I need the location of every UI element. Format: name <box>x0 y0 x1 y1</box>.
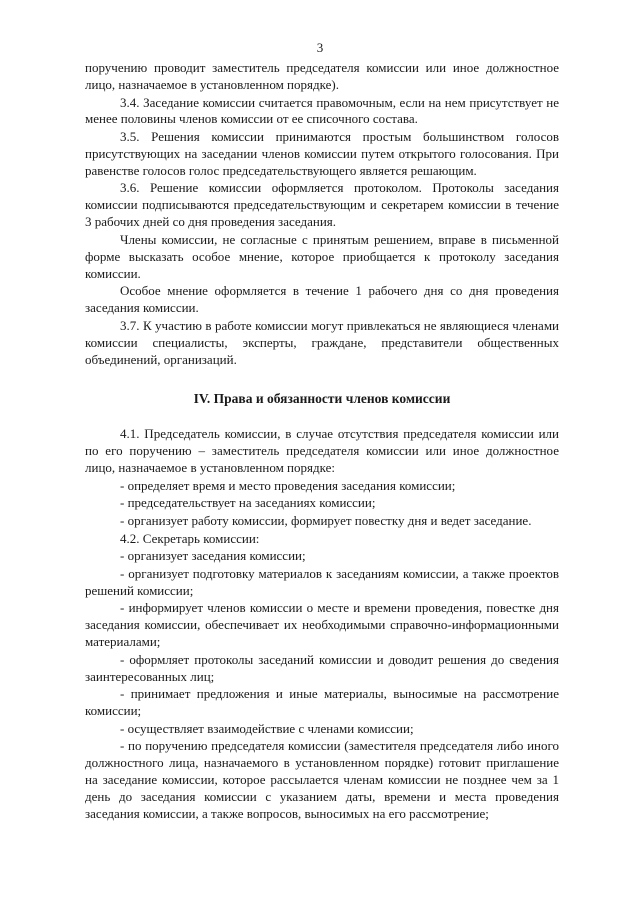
paragraph: 4.1. Председатель комиссии, в случае отсутствия председателя комиссии или по его поручению – заместитель председателя комиссии или иное должностное лицо, назначаемое в установленном порядке: <box>85 426 559 476</box>
paragraph: Особое мнение оформляется в течение 1 рабочего дня со дня проведения заседания комиссии. <box>85 283 559 316</box>
document-body <box>85 60 559 823</box>
paragraph: поручению проводит заместитель председателя комиссии или иное должностное лицо, назначаемое в установленном порядке). <box>85 60 559 92</box>
paragraph: - информирует членов комиссии о месте и времени проведения, повестке дня заседания комиссии, обеспечивает их необходимыми справочно-информационными материалами; <box>85 600 559 650</box>
paragraph: 3.4. Заседание комиссии считается правомочным, если на нем присутствует не менее половины членов комиссии от ее списочного состава. <box>85 94 559 127</box>
paragraph: - по поручению председателя комиссии (заместителя председателя либо иного должностного лица, назначаемого в установленном порядке) готовит приглашение на заседание комиссии, которое рассылается членам комиссии не позднее чем за 1 день до заседания комиссии с указанием даты, времени и места проведения заседания комиссии, а также вопросов, выносимых на его рассмотрение; <box>85 738 559 821</box>
paragraph: - определяет время и место проведения заседания комиссии; <box>120 477 456 493</box>
page-number: 3 <box>316 40 324 55</box>
paragraph: 3.5. Решения комиссии принимаются простым большинством голосов присутствующих на заседании членов комиссии путем открытого голосования. При равенстве голосов голос председательствующего является решающим. <box>85 129 559 178</box>
section-heading: IV. Права и обязанности членов комиссии <box>193 391 451 407</box>
paragraph: - осуществляет взаимодействие с членами комиссии; <box>120 720 414 736</box>
paragraph: Члены комиссии, не согласные с принятым решением, вправе в письменной форме высказать особое мнение, которое приобщается к протоколу заседания комиссии. <box>85 231 559 281</box>
paragraph: - организует заседания комиссии; <box>120 548 306 564</box>
paragraph: - принимает предложения и иные материалы, выносимые на рассмотрение комиссии; <box>85 686 559 719</box>
paragraph: - оформляет протоколы заседаний комиссии и доводит решения до сведения заинтересованных лиц; <box>85 651 559 684</box>
paragraph: 3.6. Решение комиссии оформляется протоколом. Протоколы заседания комиссии подписываются председательствующим и секретарем комиссии в течение 3 рабочих дней со дня проведения заседания. <box>85 180 559 230</box>
paragraph: 3.7. К участию в работе комиссии могут привлекаться не являющиеся членами комиссии специалисты, эксперты, граждане, представители общественных объединений, организаций. <box>85 317 559 367</box>
paragraph: - организует подготовку материалов к заседаниям комиссии, а также проектов решений комиссии; <box>85 565 559 598</box>
paragraph: 4.2. Секретарь комиссии: <box>120 530 260 546</box>
paragraph: - организует работу комиссии, формирует повестку дня и ведет заседание. <box>120 512 532 528</box>
paragraphs-before-heading <box>85 60 559 368</box>
paragraphs-after-heading <box>85 426 559 822</box>
paragraph: - председательствует на заседаниях комиссии; <box>120 495 376 511</box>
